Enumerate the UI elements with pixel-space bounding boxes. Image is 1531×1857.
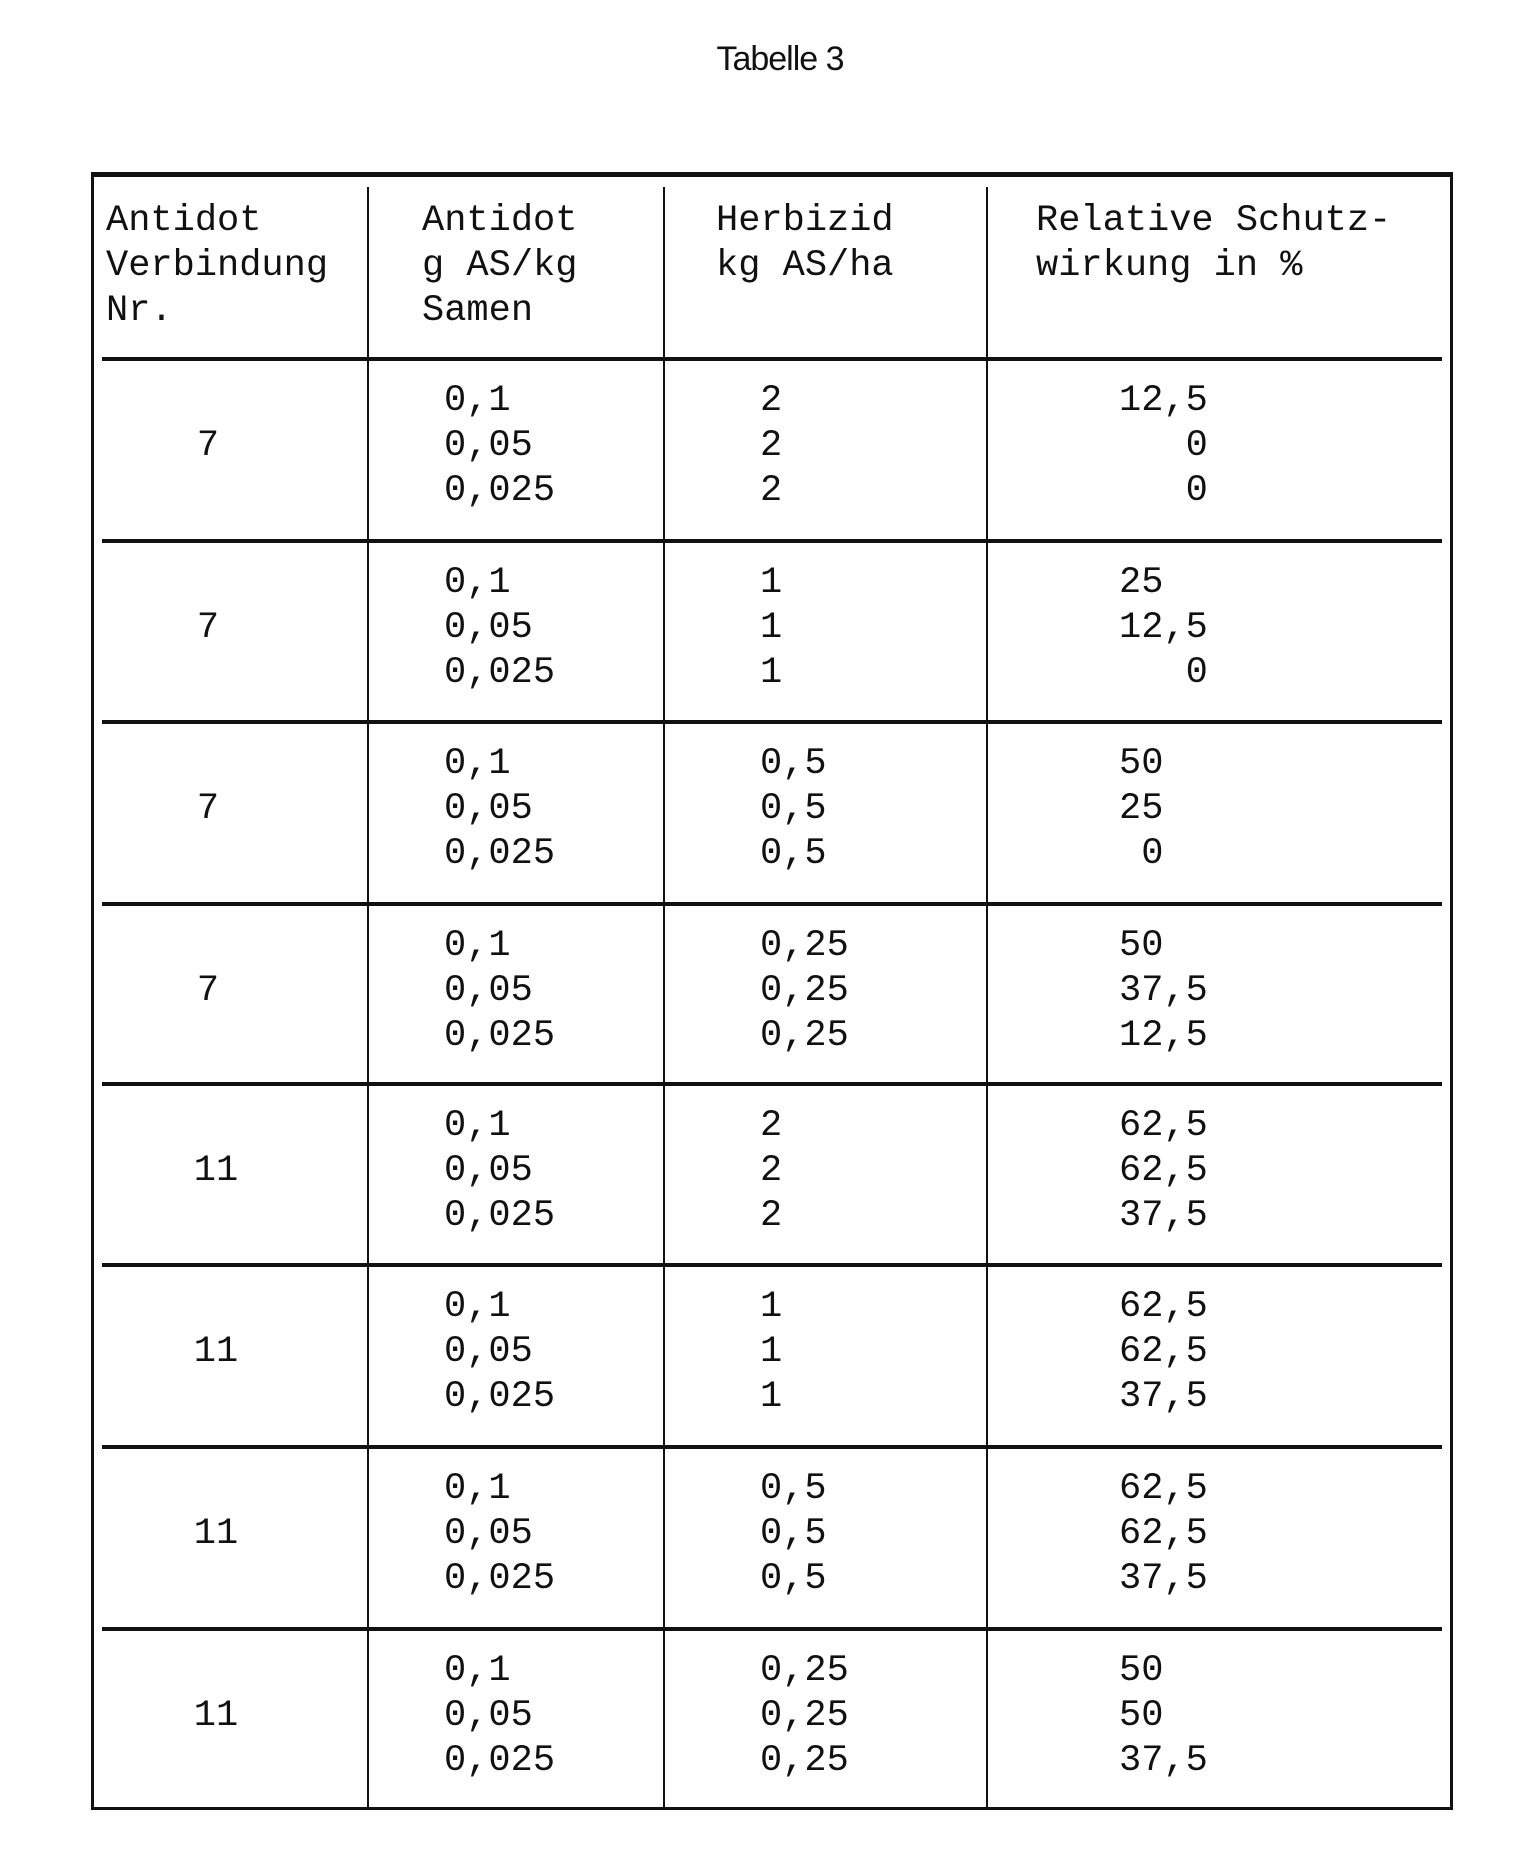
header-antidot-dose: Antidot g AS/kg Samen [422, 199, 577, 334]
compound-nr: 7 [158, 787, 258, 832]
table-row [94, 1445, 1450, 1626]
herbicide-dose: 0,25 0,25 0,25 [760, 1649, 849, 1784]
table-title: Tabelle 3 [0, 40, 1531, 79]
header-protection: Relative Schutz- wirkung in % [1036, 199, 1391, 289]
table-row [94, 720, 1450, 901]
table-row [94, 539, 1450, 720]
antidot-dose: 0,1 0,05 0,025 [444, 1285, 555, 1420]
data-table [91, 172, 1453, 1810]
protection-percent: 62,5 62,5 37,5 [1119, 1104, 1208, 1239]
herbicide-dose: 2 2 2 [760, 1104, 782, 1239]
table-row [94, 902, 1450, 1083]
protection-percent: 25 12,5 0 [1119, 561, 1208, 696]
herbicide-dose: 0,5 0,5 0,5 [760, 1467, 827, 1602]
herbicide-dose: 1 1 1 [760, 1285, 782, 1420]
table-row [94, 1082, 1450, 1263]
antidot-dose: 0,1 0,05 0,025 [444, 742, 555, 877]
compound-nr: 11 [166, 1149, 266, 1194]
protection-percent: 50 25 0 [1119, 742, 1163, 877]
header-herbicide-dose: Herbizid kg AS/ha [716, 199, 894, 289]
protection-percent: 62,5 62,5 37,5 [1119, 1467, 1208, 1602]
compound-nr: 11 [166, 1512, 266, 1557]
antidot-dose: 0,1 0,05 0,025 [444, 1104, 555, 1239]
compound-nr: 7 [158, 606, 258, 651]
antidot-dose: 0,1 0,05 0,025 [444, 561, 555, 696]
compound-nr: 11 [166, 1330, 266, 1375]
herbicide-dose: 0,5 0,5 0,5 [760, 742, 827, 877]
protection-percent: 50 50 37,5 [1119, 1649, 1208, 1784]
antidot-dose: 0,1 0,05 0,025 [444, 379, 555, 514]
antidot-dose: 0,1 0,05 0,025 [444, 1467, 555, 1602]
herbicide-dose: 0,25 0,25 0,25 [760, 924, 849, 1059]
herbicide-dose: 1 1 1 [760, 561, 782, 696]
table-row [94, 357, 1450, 538]
header-compound-nr: Antidot Verbindung Nr. [106, 199, 328, 334]
compound-nr: 11 [166, 1694, 266, 1739]
protection-percent: 62,5 62,5 37,5 [1119, 1285, 1208, 1420]
table-row [94, 1627, 1450, 1808]
protection-percent: 12,5 0 0 [1119, 379, 1208, 514]
compound-nr: 7 [158, 969, 258, 1014]
antidot-dose: 0,1 0,05 0,025 [444, 924, 555, 1059]
compound-nr: 7 [158, 424, 258, 469]
protection-percent: 50 37,5 12,5 [1119, 924, 1208, 1059]
antidot-dose: 0,1 0,05 0,025 [444, 1649, 555, 1784]
table-row [94, 1263, 1450, 1444]
herbicide-dose: 2 2 2 [760, 379, 782, 514]
